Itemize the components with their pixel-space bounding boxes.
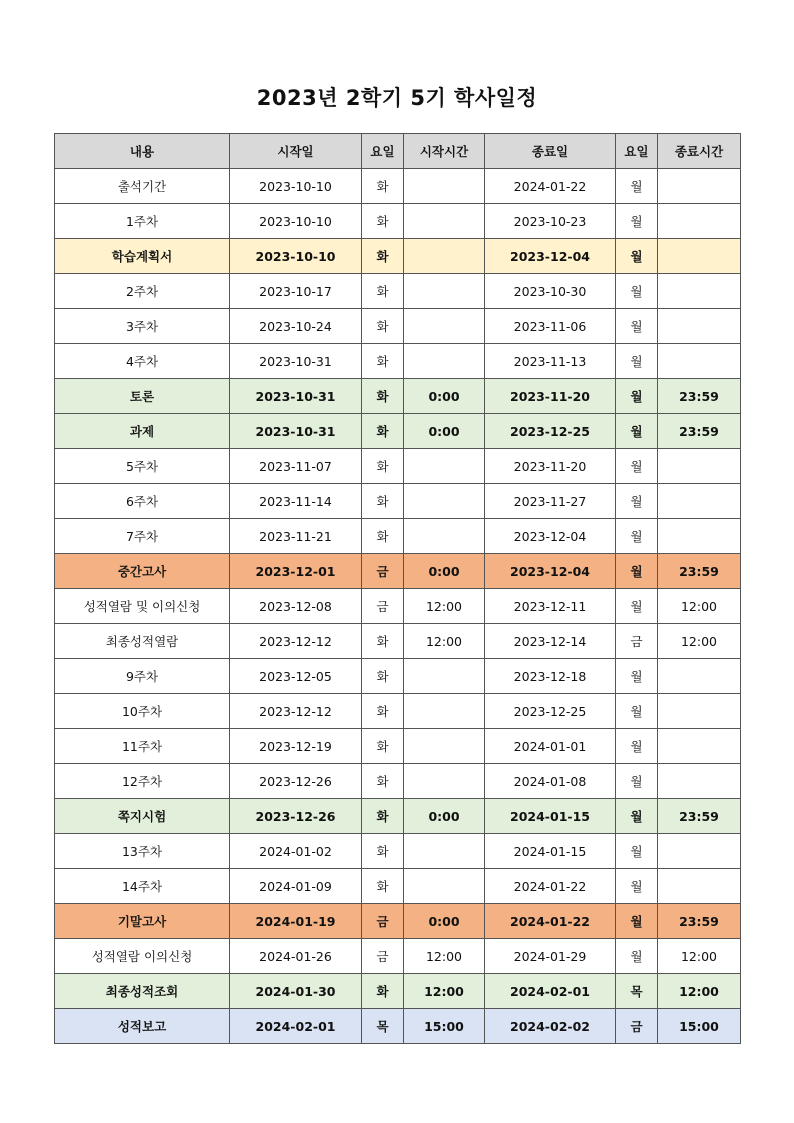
start-date-cell: 2023-10-24	[230, 309, 362, 344]
end-date-cell: 2023-12-18	[485, 659, 616, 694]
content-cell: 과제	[55, 414, 230, 449]
table-row	[55, 239, 741, 274]
start-time-cell	[404, 729, 485, 764]
start-time-cell: 12:00	[404, 589, 485, 624]
table-row	[55, 589, 741, 624]
content-cell: 3주차	[55, 309, 230, 344]
end-time-cell	[658, 309, 741, 344]
start-time-cell	[404, 169, 485, 204]
end-day-cell: 월	[616, 554, 658, 589]
end-time-cell	[658, 449, 741, 484]
page-title: 2023년 2학기 5기 학사일정	[256, 86, 538, 110]
start-day-cell: 화	[362, 204, 404, 239]
start-day-cell: 화	[362, 309, 404, 344]
table-row	[55, 624, 741, 659]
header-start-date: 시작일	[230, 134, 362, 169]
end-time-cell	[658, 169, 741, 204]
end-day-cell: 금	[616, 624, 658, 659]
content-cell: 최종성적열람	[55, 624, 230, 659]
end-day-cell: 월	[616, 274, 658, 309]
start-day-cell: 화	[362, 344, 404, 379]
table-row	[55, 379, 741, 414]
end-time-cell	[658, 694, 741, 729]
start-date-cell: 2023-10-10	[230, 169, 362, 204]
end-time-cell	[658, 344, 741, 379]
start-time-cell	[404, 694, 485, 729]
end-time-cell	[658, 239, 741, 274]
content-cell: 토론	[55, 379, 230, 414]
start-date-cell: 2024-01-26	[230, 939, 362, 974]
start-day-cell: 금	[362, 904, 404, 939]
start-time-cell	[404, 834, 485, 869]
end-day-cell: 월	[616, 729, 658, 764]
table-row	[55, 274, 741, 309]
header-end-time: 종료시간	[658, 134, 741, 169]
start-day-cell: 화	[362, 519, 404, 554]
start-date-cell: 2023-10-31	[230, 414, 362, 449]
start-day-cell: 화	[362, 484, 404, 519]
start-date-cell: 2023-10-10	[230, 239, 362, 274]
content-cell: 14주차	[55, 869, 230, 904]
start-date-cell: 2024-01-02	[230, 834, 362, 869]
start-time-cell	[404, 239, 485, 274]
end-day-cell: 월	[616, 344, 658, 379]
end-date-cell: 2024-01-08	[485, 764, 616, 799]
start-time-cell: 0:00	[404, 379, 485, 414]
content-cell: 9주차	[55, 659, 230, 694]
table-row	[55, 904, 741, 939]
content-cell: 기말고사	[55, 904, 230, 939]
table-row	[55, 974, 741, 1009]
table-row	[55, 169, 741, 204]
start-time-cell	[404, 309, 485, 344]
content-cell: 11주차	[55, 729, 230, 764]
start-day-cell: 목	[362, 1009, 404, 1044]
end-date-cell: 2023-11-20	[485, 449, 616, 484]
start-time-cell	[404, 484, 485, 519]
content-cell: 6주차	[55, 484, 230, 519]
content-cell: 5주차	[55, 449, 230, 484]
content-cell: 중간고사	[55, 554, 230, 589]
start-day-cell: 화	[362, 974, 404, 1009]
table-row	[55, 449, 741, 484]
start-time-cell: 15:00	[404, 1009, 485, 1044]
end-date-cell: 2024-02-02	[485, 1009, 616, 1044]
end-date-cell: 2023-12-14	[485, 624, 616, 659]
start-date-cell: 2024-01-30	[230, 974, 362, 1009]
end-date-cell: 2024-02-01	[485, 974, 616, 1009]
end-date-cell: 2023-10-30	[485, 274, 616, 309]
start-day-cell: 화	[362, 379, 404, 414]
end-date-cell: 2023-12-11	[485, 589, 616, 624]
start-date-cell: 2023-12-12	[230, 694, 362, 729]
end-date-cell: 2024-01-29	[485, 939, 616, 974]
table-row	[55, 344, 741, 379]
content-cell: 1주차	[55, 204, 230, 239]
end-date-cell: 2024-01-15	[485, 834, 616, 869]
header-end-day: 요일	[616, 134, 658, 169]
start-time-cell: 12:00	[404, 974, 485, 1009]
start-date-cell: 2023-10-17	[230, 274, 362, 309]
end-time-cell: 23:59	[658, 799, 741, 834]
end-day-cell: 월	[616, 484, 658, 519]
start-date-cell: 2023-11-21	[230, 519, 362, 554]
end-date-cell: 2023-12-04	[485, 554, 616, 589]
end-day-cell: 월	[616, 834, 658, 869]
end-day-cell: 월	[616, 379, 658, 414]
end-time-cell: 12:00	[658, 589, 741, 624]
start-time-cell: 12:00	[404, 939, 485, 974]
start-time-cell	[404, 344, 485, 379]
end-date-cell: 2023-11-06	[485, 309, 616, 344]
start-date-cell: 2024-01-09	[230, 869, 362, 904]
end-date-cell: 2023-10-23	[485, 204, 616, 239]
header-content: 내용	[55, 134, 230, 169]
start-time-cell: 12:00	[404, 624, 485, 659]
table-row	[55, 694, 741, 729]
schedule-table	[54, 133, 741, 1044]
table-row	[55, 659, 741, 694]
table-row	[55, 484, 741, 519]
start-time-cell	[404, 519, 485, 554]
end-day-cell: 월	[616, 764, 658, 799]
content-cell: 성적열람 및 이의신청	[55, 589, 230, 624]
start-day-cell: 금	[362, 554, 404, 589]
start-time-cell: 0:00	[404, 904, 485, 939]
content-cell: 쪽지시험	[55, 799, 230, 834]
end-day-cell: 월	[616, 799, 658, 834]
schedule-body	[55, 169, 741, 1044]
end-day-cell: 월	[616, 904, 658, 939]
start-day-cell: 화	[362, 449, 404, 484]
start-time-cell	[404, 869, 485, 904]
start-day-cell: 금	[362, 939, 404, 974]
end-date-cell: 2023-11-27	[485, 484, 616, 519]
table-row	[55, 204, 741, 239]
table-row	[55, 309, 741, 344]
end-time-cell	[658, 484, 741, 519]
start-time-cell	[404, 449, 485, 484]
content-cell: 성적열람 이의신청	[55, 939, 230, 974]
end-time-cell: 12:00	[658, 974, 741, 1009]
end-date-cell: 2023-12-25	[485, 414, 616, 449]
end-day-cell: 목	[616, 974, 658, 1009]
content-cell: 10주차	[55, 694, 230, 729]
end-time-cell: 23:59	[658, 379, 741, 414]
end-day-cell: 월	[616, 659, 658, 694]
start-date-cell: 2023-12-26	[230, 799, 362, 834]
start-date-cell: 2023-12-01	[230, 554, 362, 589]
start-date-cell: 2023-10-31	[230, 379, 362, 414]
start-day-cell: 화	[362, 869, 404, 904]
start-time-cell	[404, 274, 485, 309]
table-row	[55, 414, 741, 449]
end-time-cell: 23:59	[658, 904, 741, 939]
header-start-day: 요일	[362, 134, 404, 169]
start-day-cell: 화	[362, 659, 404, 694]
start-time-cell: 0:00	[404, 414, 485, 449]
end-time-cell	[658, 869, 741, 904]
end-day-cell: 월	[616, 169, 658, 204]
end-time-cell	[658, 659, 741, 694]
table-row	[55, 869, 741, 904]
start-day-cell: 화	[362, 624, 404, 659]
end-day-cell: 금	[616, 1009, 658, 1044]
start-date-cell: 2023-12-05	[230, 659, 362, 694]
end-date-cell: 2023-11-20	[485, 379, 616, 414]
end-date-cell: 2023-11-13	[485, 344, 616, 379]
end-time-cell	[658, 729, 741, 764]
end-day-cell: 월	[616, 239, 658, 274]
end-day-cell: 월	[616, 939, 658, 974]
table-row	[55, 764, 741, 799]
end-time-cell: 23:59	[658, 414, 741, 449]
start-date-cell: 2023-10-10	[230, 204, 362, 239]
end-date-cell: 2023-12-25	[485, 694, 616, 729]
end-date-cell: 2024-01-15	[485, 799, 616, 834]
end-time-cell: 15:00	[658, 1009, 741, 1044]
end-time-cell	[658, 204, 741, 239]
start-day-cell: 화	[362, 239, 404, 274]
content-cell: 성적보고	[55, 1009, 230, 1044]
start-day-cell: 화	[362, 834, 404, 869]
table-row	[55, 939, 741, 974]
start-day-cell: 금	[362, 589, 404, 624]
end-time-cell	[658, 519, 741, 554]
end-date-cell: 2023-12-04	[485, 239, 616, 274]
end-day-cell: 월	[616, 694, 658, 729]
start-date-cell: 2023-11-14	[230, 484, 362, 519]
end-time-cell	[658, 274, 741, 309]
start-date-cell: 2023-12-12	[230, 624, 362, 659]
header-row	[55, 134, 741, 169]
content-cell: 12주차	[55, 764, 230, 799]
start-time-cell: 0:00	[404, 799, 485, 834]
table-row	[55, 554, 741, 589]
end-day-cell: 월	[616, 519, 658, 554]
end-day-cell: 월	[616, 449, 658, 484]
start-time-cell: 0:00	[404, 554, 485, 589]
content-cell: 7주차	[55, 519, 230, 554]
end-date-cell: 2024-01-01	[485, 729, 616, 764]
end-time-cell: 23:59	[658, 554, 741, 589]
start-date-cell: 2023-10-31	[230, 344, 362, 379]
content-cell: 13주차	[55, 834, 230, 869]
table-row	[55, 1009, 741, 1044]
start-date-cell: 2024-02-01	[230, 1009, 362, 1044]
end-day-cell: 월	[616, 204, 658, 239]
end-time-cell: 12:00	[658, 939, 741, 974]
table-row	[55, 799, 741, 834]
end-date-cell: 2024-01-22	[485, 904, 616, 939]
start-day-cell: 화	[362, 764, 404, 799]
content-cell: 2주차	[55, 274, 230, 309]
end-date-cell: 2024-01-22	[485, 169, 616, 204]
content-cell: 4주차	[55, 344, 230, 379]
start-day-cell: 화	[362, 694, 404, 729]
start-time-cell	[404, 204, 485, 239]
content-cell: 최종성적조회	[55, 974, 230, 1009]
end-day-cell: 월	[616, 869, 658, 904]
content-cell: 출석기간	[55, 169, 230, 204]
start-date-cell: 2023-12-19	[230, 729, 362, 764]
start-day-cell: 화	[362, 414, 404, 449]
start-day-cell: 화	[362, 169, 404, 204]
start-date-cell: 2023-12-08	[230, 589, 362, 624]
end-time-cell: 12:00	[658, 624, 741, 659]
table-row	[55, 729, 741, 764]
start-date-cell: 2023-12-26	[230, 764, 362, 799]
end-time-cell	[658, 834, 741, 869]
end-day-cell: 월	[616, 309, 658, 344]
start-time-cell	[404, 659, 485, 694]
header-start-time: 시작시간	[404, 134, 485, 169]
end-date-cell: 2023-12-04	[485, 519, 616, 554]
start-date-cell: 2024-01-19	[230, 904, 362, 939]
start-day-cell: 화	[362, 799, 404, 834]
header-end-date: 종료일	[485, 134, 616, 169]
end-date-cell: 2024-01-22	[485, 869, 616, 904]
table-row	[55, 834, 741, 869]
end-day-cell: 월	[616, 414, 658, 449]
end-day-cell: 월	[616, 589, 658, 624]
end-time-cell	[658, 764, 741, 799]
start-time-cell	[404, 764, 485, 799]
start-day-cell: 화	[362, 729, 404, 764]
content-cell: 학습계획서	[55, 239, 230, 274]
start-date-cell: 2023-11-07	[230, 449, 362, 484]
start-day-cell: 화	[362, 274, 404, 309]
table-row	[55, 519, 741, 554]
